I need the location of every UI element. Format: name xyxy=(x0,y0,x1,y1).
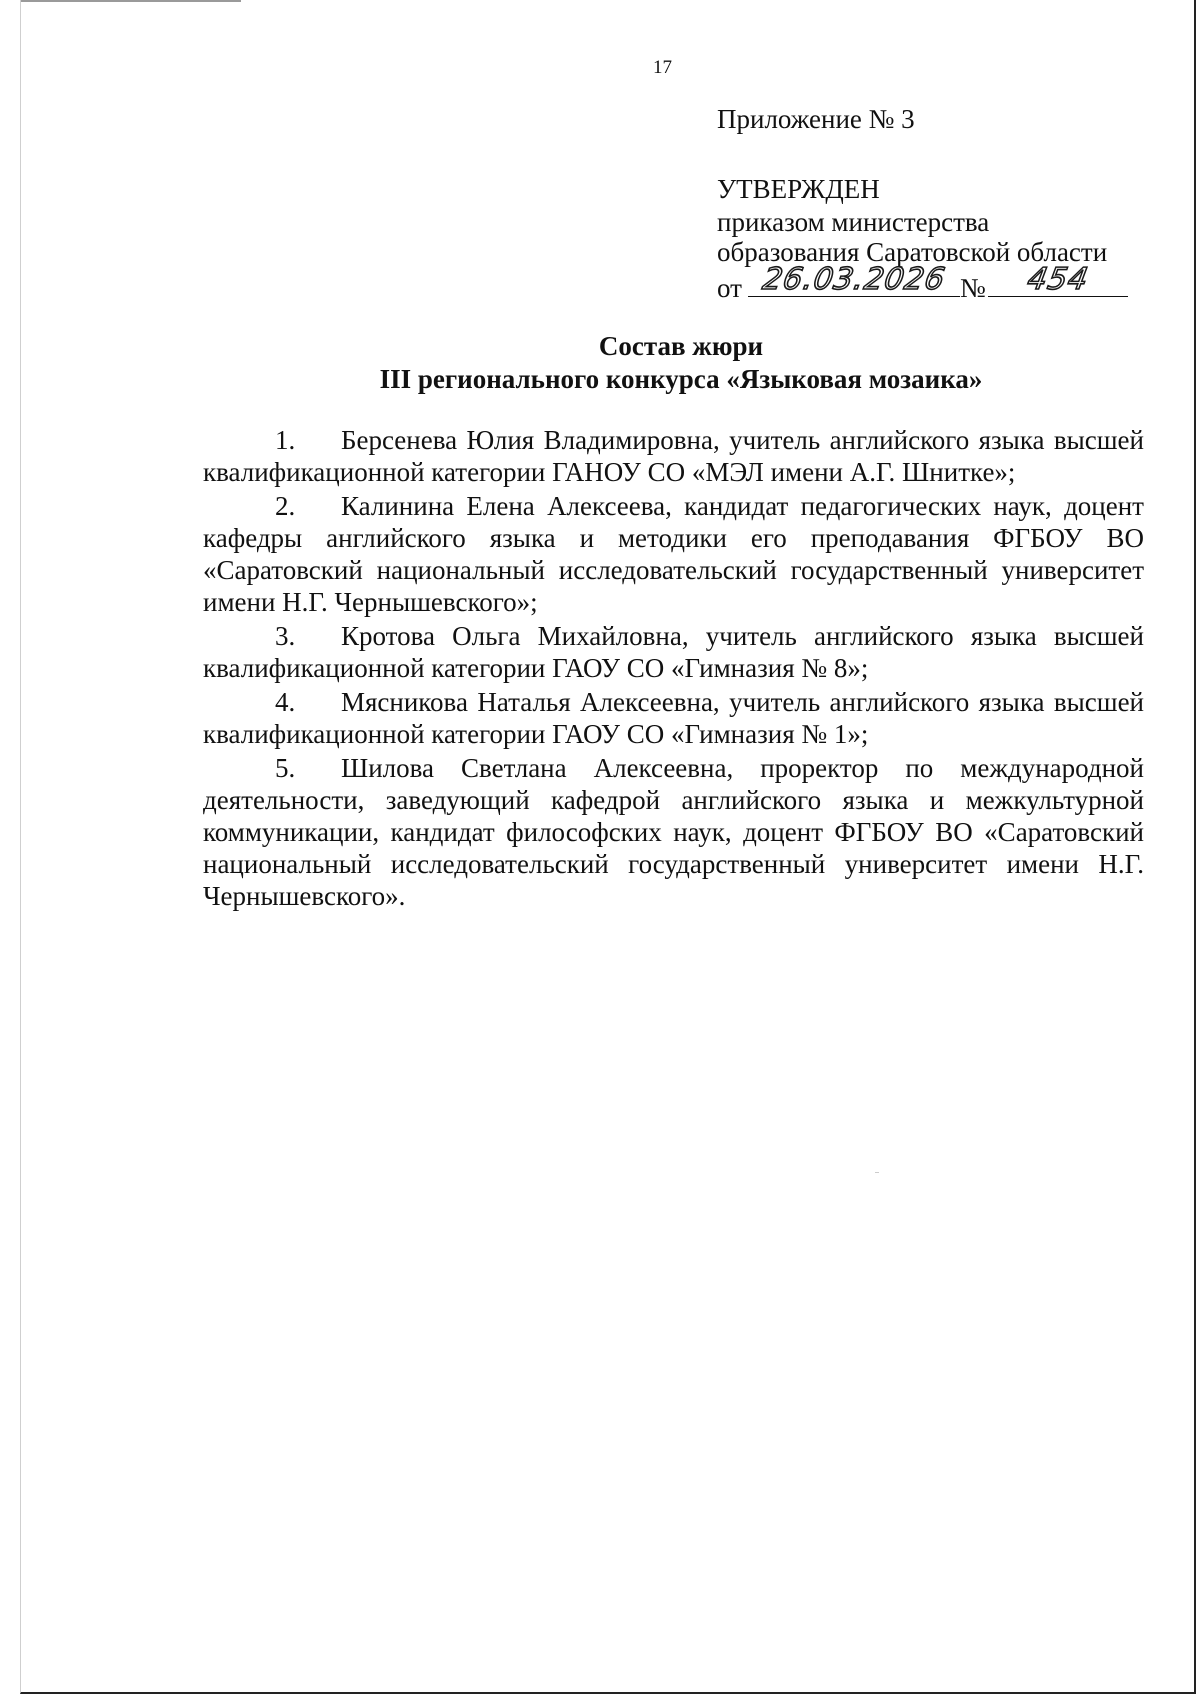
approval-line-1: приказом министерства xyxy=(717,207,990,237)
list-item-number: 2. xyxy=(275,491,296,521)
page-number: 17 xyxy=(653,57,672,78)
number-field xyxy=(988,262,1128,297)
title-line-2: III регионального конкурса «Языковая мозаика» xyxy=(379,364,983,394)
document-page xyxy=(20,0,1196,1694)
list-item-number: 1. xyxy=(275,425,296,455)
order-line xyxy=(717,262,1137,303)
approved-heading: УТВЕРЖДЕН xyxy=(717,174,880,204)
list-item-text: Калинина Елена Алексеева, кандидат педагогических наук, доцент кафедры английского языка и методики его преподавания ФГБОУ ВО «Саратовский национальный исследовательский государственный университет имени Н.Г. Чернышевского»; xyxy=(203,491,1144,617)
list-item xyxy=(203,752,1144,912)
list-item-number: 5. xyxy=(275,753,296,783)
jury-list xyxy=(203,424,1144,914)
number-label: № xyxy=(959,273,986,303)
handwritten-number: 454 xyxy=(1024,262,1092,297)
scan-top-edge xyxy=(21,0,241,2)
date-prefix: от xyxy=(717,273,742,303)
list-item-text: Мясникова Наталья Алексеевна, учитель английского языка высшей квалификационной категории ГАОУ СО «Гимназия № 1»; xyxy=(203,687,1144,749)
title-line-1: Состав жюри xyxy=(598,331,764,361)
list-item xyxy=(203,424,1144,488)
list-item-number: 3. xyxy=(275,621,296,651)
list-item-text: Кротова Ольга Михайловна, учитель английского языка высшей квалификационной категории ГАОУ СО «Гимназия № 8»; xyxy=(203,621,1144,683)
list-item xyxy=(203,490,1144,618)
list-item-text: Берсенева Юлия Владимировна, учитель английского языка высшей квалификационной категории ГАНОУ СО «МЭЛ имени А.Г. Шнитке»; xyxy=(203,425,1144,487)
list-item-text: Шилова Светлана Алексеевна, проректор по международной деятельности, заведующий кафедрой английского языка и межкультурной коммуникации, кандидат философских наук, доцент ФГБОУ ВО «Саратовский национальный исследовательский государственный университет имени Н.Г. Чернышевского». xyxy=(203,753,1144,911)
approval-block xyxy=(717,104,1137,303)
date-field xyxy=(748,262,960,297)
list-item xyxy=(203,686,1144,750)
scan-speck xyxy=(875,1172,879,1173)
list-item xyxy=(203,620,1144,684)
appendix-label: Приложение № 3 xyxy=(717,104,915,134)
handwritten-date: 26.03.2026 xyxy=(760,262,949,297)
document-title xyxy=(201,330,1161,396)
approval-line-2: образования Саратовской области xyxy=(717,237,1108,267)
list-item-number: 4. xyxy=(275,687,296,717)
